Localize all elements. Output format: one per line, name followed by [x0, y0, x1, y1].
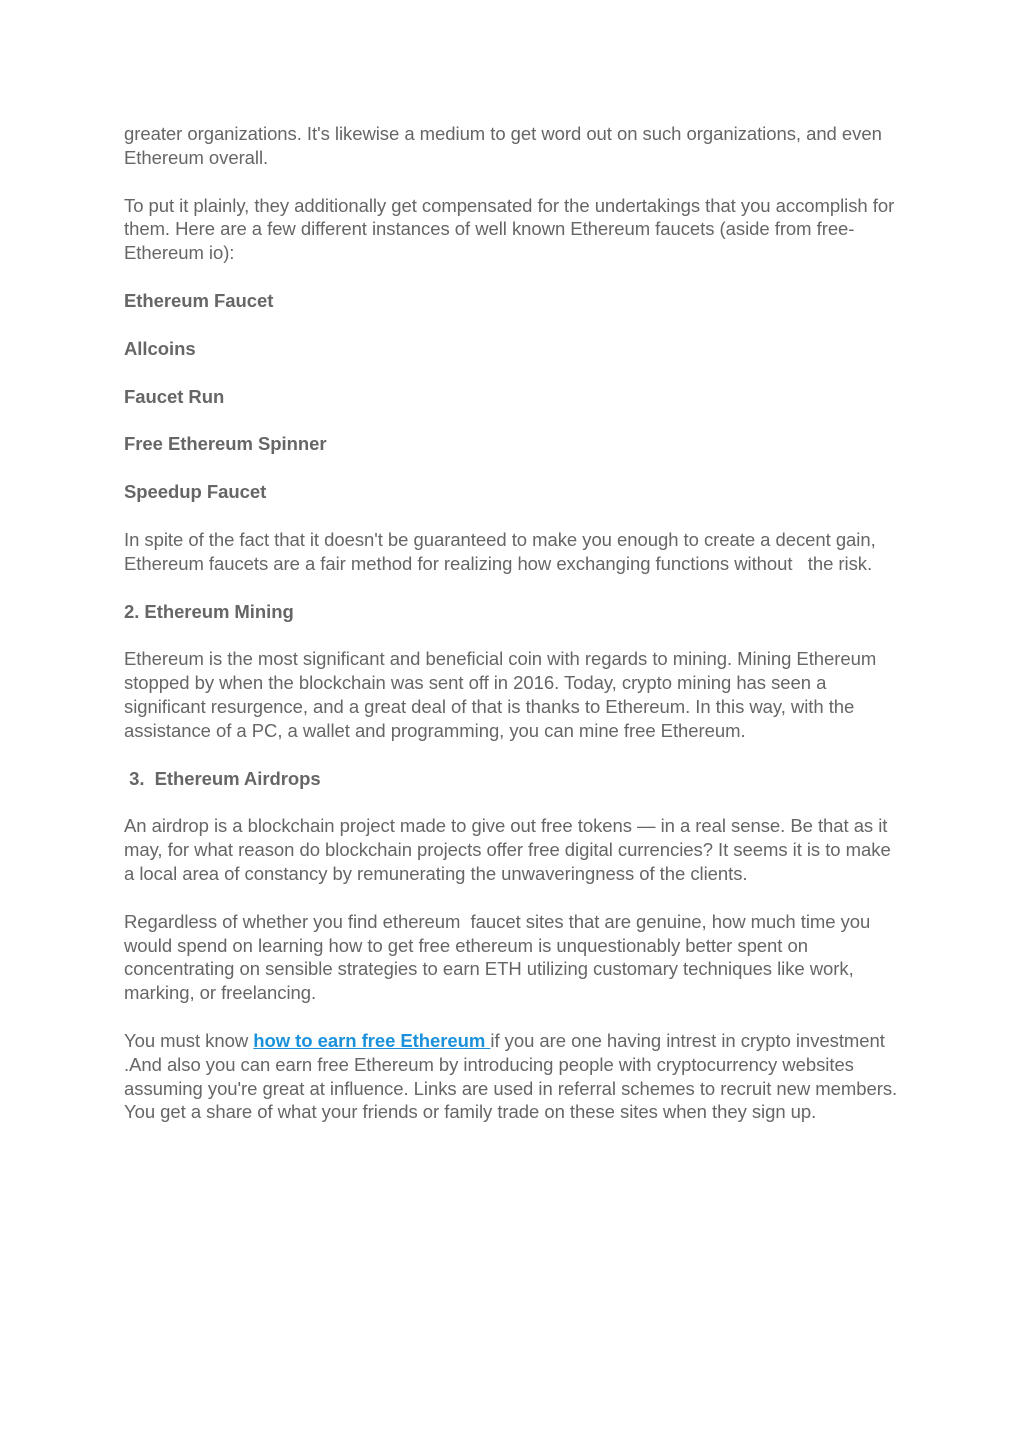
heading-ethereum-airdrops: 3. Ethereum Airdrops: [124, 767, 321, 789]
paragraph-mining: Ethereum is the most significant and beneficial coin with regards to mining. Mining Ethereum stopped by when the blockchain was sent off in 2016. Today, crypto mining has seen a significant resurgence, and a great deal of that is thanks to Ethereum. In this way, with the assistance of a PC, a wallet and programming, you can mine free Ethereum.: [124, 648, 882, 741]
paragraph-text-after-link: if you are one having intrest in crypto investment .And also you can earn free Ethereum by introducing people with cryptocurrency websites assuming you're great at influence. Links are used in referral schemes to recruit new members. You get a share of what your friends or family trade on these sites when they sign up.: [124, 1029, 902, 1123]
paragraph-intro: greater organizations. It's likewise a medium to get word out on such organizations, and even Ethereum overall.: [124, 123, 887, 168]
earn-free-ethereum-link[interactable]: how to earn free Ethereum: [253, 1029, 491, 1051]
paragraph-text-before-link: You must know: [124, 1029, 254, 1051]
faucet-item-free-ethereum-spinner: Free Ethereum Spinner: [124, 433, 327, 455]
heading-ethereum-mining: 2. Ethereum Mining: [124, 600, 294, 622]
paragraph-faucets-summary: In spite of the fact that it doesn't be guaranteed to make you enough to create a decent gain, Ethereum faucets are a fair method for realizing how exchanging functions without the risk.: [124, 528, 881, 574]
paragraph-airdrops: An airdrop is a blockchain project made to give out free tokens — in a real sense. Be that as it may, for what reason do blockchain projects offer free digital currencies? It seems it is to make a local area of constancy by remunerating the unwaveringness of the clients.: [124, 815, 896, 884]
faucet-item-speedup-faucet: Speedup Faucet: [124, 481, 267, 503]
paragraph-earn-free-ethereum: [124, 1029, 904, 1124]
paragraph-faucets-intro: To put it plainly, they additionally get compensated for the undertakings that you accomplish for them. Here are a few different instances of well known Ethereum faucets (aside from free-Ethereum io):: [124, 194, 900, 264]
document-page: [124, 122, 904, 1148]
faucet-item-ethereum-faucet: Ethereum Faucet: [124, 289, 274, 311]
faucet-item-allcoins: Allcoins: [124, 337, 196, 359]
paragraph-regardless: Regardless of whether you find ethereum faucet sites that are genuine, how much time you would spend on learning how to get free ethereum is unquestionably better spent on concentrating on sensible strategies to earn ETH utilizing customary techniques like work, marking, or freelancing.: [124, 910, 876, 1004]
faucet-item-faucet-run: Faucet Run: [124, 385, 225, 407]
